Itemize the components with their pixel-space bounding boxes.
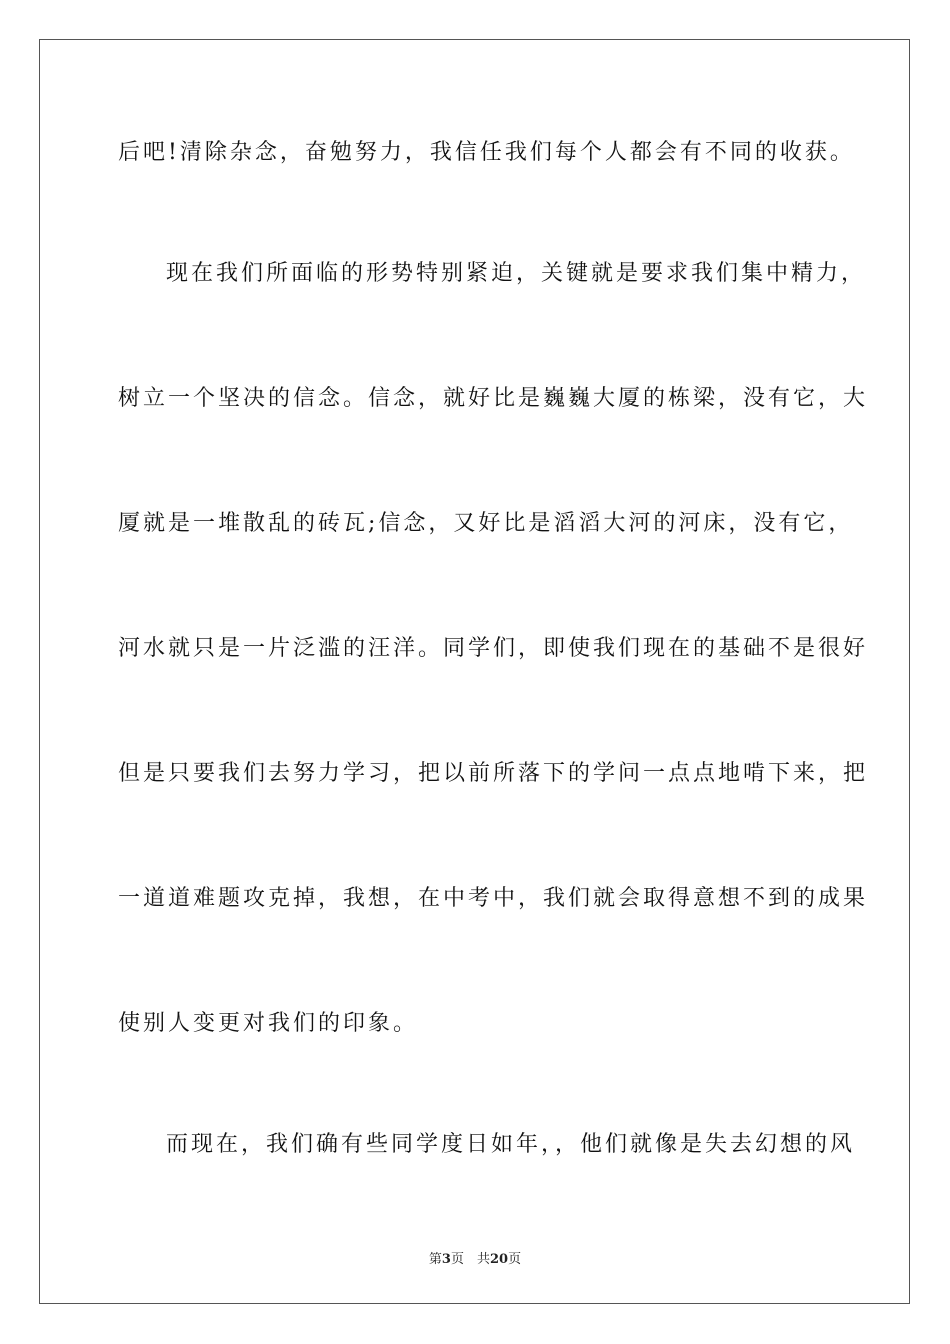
footer-suffix: 页 (508, 1252, 522, 1267)
total-page-count: 20 (489, 1252, 509, 1267)
text-line-8: 使别人变更对我们的印象。 (118, 1011, 419, 1036)
text-line-4: 厦就是一堆散乱的砖瓦;信念，又好比是滔滔大河的河床，没有它， (118, 511, 854, 536)
text-line-9: 而现在，我们确有些同学度日如年，，他们就像是失去幻想的风 (166, 1132, 856, 1157)
text-line-2: 现在我们所面临的形势特别紧迫，关键就是要求我们集中精力， (166, 261, 867, 286)
text-line-6: 但是只要我们去努力学习，把以前所落下的学问一点点地啃下来，把 (118, 761, 869, 786)
text-line-3: 树立一个坚决的信念。信念，就好比是巍巍大厦的栋梁，没有它，大 (118, 386, 869, 411)
text-line-1: 后吧!清除杂念，奋勉努力，我信任我们每个人都会有不同的收获。 (118, 140, 855, 165)
page-footer (0, 1248, 950, 1267)
text-line-5: 河水就只是一片泛滥的汪洋。同学们，即使我们现在的基础不是很好 (118, 636, 869, 661)
text-line-7: 一道道难题攻克掉，我想，在中考中，我们就会取得意想不到的成果 (118, 886, 869, 911)
footer-mid: 页 共 (450, 1252, 490, 1267)
current-page-number: 3 (441, 1252, 451, 1267)
footer-prefix: 第 (428, 1252, 442, 1267)
page-border (39, 39, 910, 1304)
